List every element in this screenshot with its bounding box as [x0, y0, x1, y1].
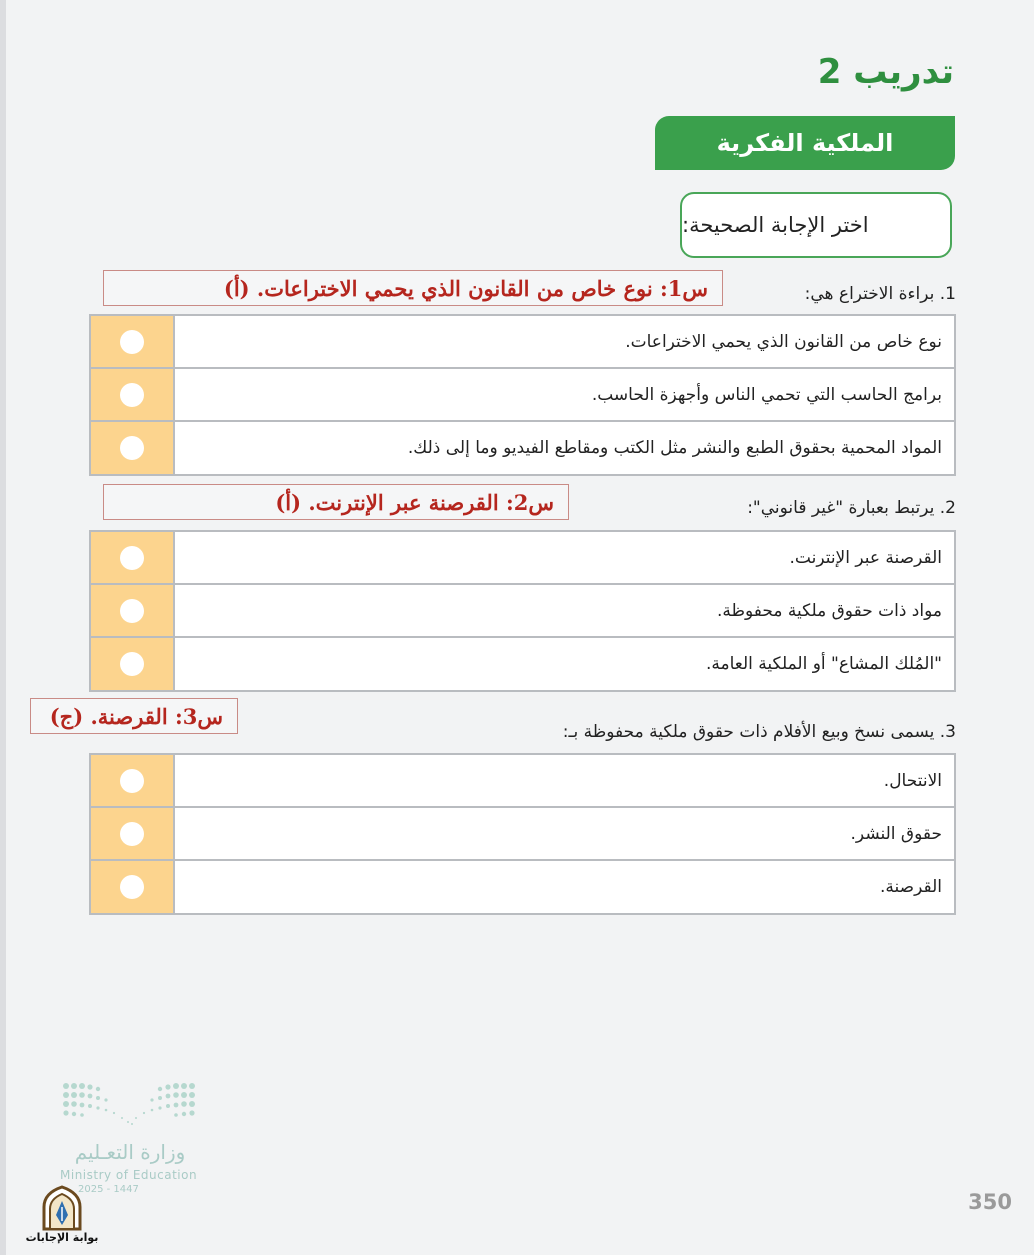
- radio-button[interactable]: [120, 769, 144, 793]
- option-row[interactable]: [91, 532, 954, 585]
- page-title: تدريب 2: [817, 52, 954, 92]
- ministry-name-arabic: وزارة التعـليم: [74, 1140, 186, 1164]
- options-table-3: [89, 753, 956, 915]
- option-label: حقوق النشر.: [850, 823, 942, 844]
- radio-button[interactable]: [120, 330, 144, 354]
- ministry-name-english: Ministry of Education: [60, 1168, 198, 1182]
- option-row[interactable]: [91, 369, 954, 422]
- radio-cell: [91, 422, 175, 474]
- portal-logo-text: بوابة الإجابات: [25, 1231, 99, 1244]
- ministry-logo: [60, 1078, 220, 1198]
- question-2-text: 2. يرتبط بعبارة "غير قانوني":: [747, 498, 956, 518]
- question-1-text: 1. براءة الاختراع هي:: [804, 284, 956, 304]
- option-label: القرصنة عبر الإنترنت.: [789, 547, 942, 568]
- radio-cell: [91, 532, 175, 583]
- radio-cell: [91, 369, 175, 420]
- answer-note-3: س3: القرصنة. (ج): [30, 698, 238, 734]
- radio-cell: [91, 638, 175, 690]
- radio-cell: [91, 755, 175, 806]
- radio-cell: [91, 808, 175, 859]
- question-3-text: 3. يسمى نسخ وبيع الأفلام ذات حقوق ملكية محفوظة بـ:: [562, 722, 956, 742]
- radio-cell: [91, 585, 175, 636]
- radio-button[interactable]: [120, 546, 144, 570]
- radio-cell: [91, 861, 175, 913]
- instruction-box: [680, 192, 952, 258]
- ministry-logo-dots-icon: [60, 1078, 200, 1130]
- option-row[interactable]: [91, 316, 954, 369]
- option-label: الانتحال.: [883, 770, 942, 791]
- answer-note-1: س1: نوع خاص من القانون الذي يحمي الاختراعات. (أ): [103, 270, 723, 306]
- option-row[interactable]: [91, 422, 954, 474]
- option-row[interactable]: [91, 638, 954, 690]
- radio-cell: [91, 316, 175, 367]
- answer-note-2: س2: القرصنة عبر الإنترنت. (أ): [103, 484, 569, 520]
- section-banner: [655, 116, 955, 170]
- option-row[interactable]: [91, 755, 954, 808]
- page-edge: [0, 0, 6, 1255]
- option-label: برامج الحاسب التي تحمي الناس وأجهزة الحاسب.: [591, 384, 942, 405]
- radio-button[interactable]: [120, 652, 144, 676]
- radio-button[interactable]: [120, 436, 144, 460]
- instruction-text: اختر الإجابة الصحيحة:: [682, 213, 869, 237]
- option-label: مواد ذات حقوق ملكية محفوظة.: [716, 600, 942, 621]
- option-label: نوع خاص من القانون الذي يحمي الاختراعات.: [625, 331, 942, 352]
- option-label: "المُلك المشاع" أو الملكية العامة.: [706, 654, 942, 674]
- options-table-2: [89, 530, 956, 692]
- option-label: المواد المحمية بحقوق الطبع والنشر مثل الكتب ومقاطع الفيديو وما إلى ذلك.: [407, 438, 942, 458]
- page-number: 350: [968, 1190, 1012, 1214]
- radio-button[interactable]: [120, 822, 144, 846]
- ministry-year: 2025 - 1447: [78, 1184, 139, 1195]
- portal-logo: [22, 1185, 102, 1247]
- option-label: القرصنة.: [880, 877, 942, 897]
- radio-button[interactable]: [120, 599, 144, 623]
- portal-pen-icon: [22, 1185, 102, 1231]
- option-row[interactable]: [91, 808, 954, 861]
- options-table-1: [89, 314, 956, 476]
- option-row[interactable]: [91, 585, 954, 638]
- option-row[interactable]: [91, 861, 954, 913]
- section-title: الملكية الفكرية: [716, 129, 894, 157]
- radio-button[interactable]: [120, 383, 144, 407]
- radio-button[interactable]: [120, 875, 144, 899]
